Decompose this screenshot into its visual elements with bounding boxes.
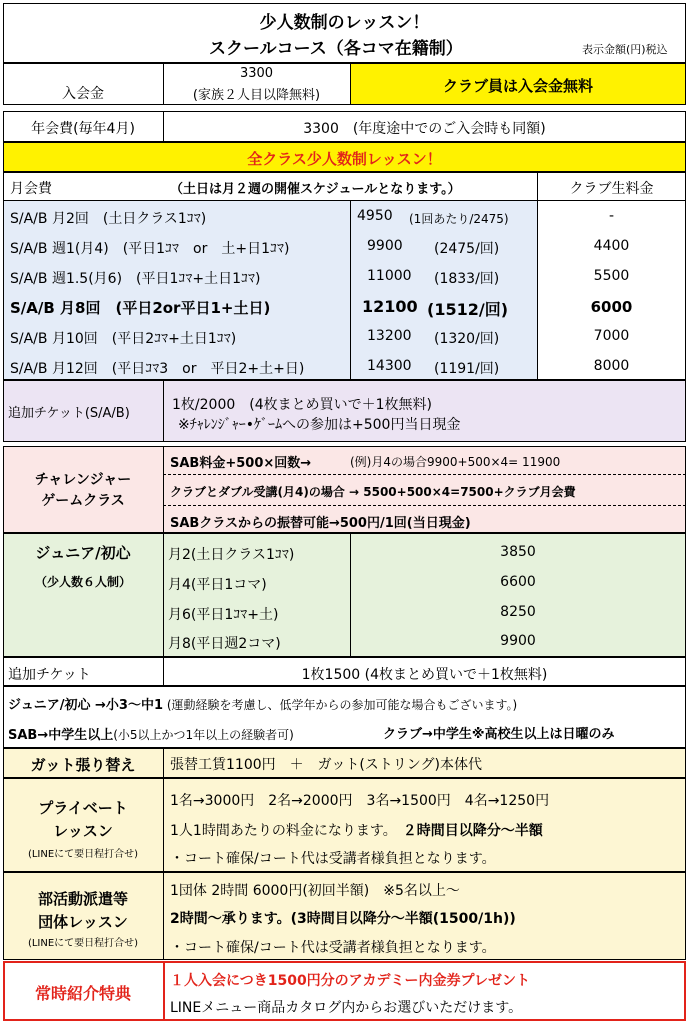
eligibility-junior-bold: ジュニア/初心 →小3〜中1 [8,698,163,713]
group-label-3: (LINEにて要日程打合せ) [27,938,139,949]
annual-fee-label: 年会費(毎年4月) [31,121,135,137]
group-line-3: ・コート確保/コート代は受講者様負担となります。 [170,940,496,956]
private-line-2a: 1人1時間あたりの料金になります。 [170,823,397,839]
private-label-1: プライベート [38,799,128,817]
monthly-row-club: 4400 [593,238,630,254]
monthly-row-plan: S/A/B 月2回 (土日クラス1ｺﾏ) [10,211,207,227]
monthly-row-per: (1833/回) [434,271,500,287]
monthly-row-price: 9900 [367,238,403,254]
club-fee-note: クラブ員は入会金無料 [442,77,593,95]
junior-row-price: 6600 [500,574,536,590]
junior-label-2: （少人数６人制） [34,575,131,589]
junior-label-1: ジュニア/初心 [35,544,131,562]
monthly-row-per: (1191/回) [434,361,500,377]
annual-fee-value: 3300 (年度途中でのご入会時も同額) [303,121,546,137]
junior-row-price: 9900 [500,633,536,649]
header-title-2: スクールコース（各コマ在籍制） [209,39,463,59]
referral-line-1: １人入会につき1500円分のアカデミー内金券プレゼント [170,973,530,989]
junior-row-plan: 月2(土日クラス1ｺﾏ) [168,547,295,563]
junior-row-plan: 月4(平日1コマ) [168,577,267,593]
club-price-header: クラブ生料金 [569,181,654,197]
junior-row-plan: 月8(平日週2コマ) [168,636,281,652]
challenger-line-1b: (例)月4の場合9900+500×4= 11900 [350,455,561,469]
private-line-2b: ２時間目以降分〜半額 [402,823,543,839]
monthly-row-price: 4950 [357,208,393,224]
junior-row-plan: 月6(平日1ｺﾏ+土) [168,607,279,623]
monthly-row-per: (1回あたり/2475) [409,212,509,226]
monthly-row-club: - [608,208,615,224]
eligibility-sab-note: (小5以上かつ1年以上の経験者可) [113,728,294,742]
monthly-row-per: (2475/回) [434,241,500,257]
monthly-row-per: (1320/回) [434,331,500,347]
challenger-line-1: SAB料金+500×回数→ [170,456,312,471]
monthly-row-club: 7000 [593,328,630,344]
monthly-row-price: 14300 [367,358,412,374]
private-line-3: ・コート確保/コート代は受講者様負担となります。 [170,851,496,867]
extra-ticket-sab-line2: ※ﾁｬﾚﾝｼﾞｬｰ•ｹﾞｰﾑへの参加は+500円当日現金 [178,417,461,433]
header-box [3,3,686,63]
monthly-row-per: (1512/回) [427,300,509,319]
monthly-row-price: 11000 [367,268,412,284]
extra-ticket-label: 追加チケット [8,667,91,683]
extra-ticket-value: 1枚1500 (4枚まとめ買いで＋1枚無料) [301,667,548,683]
monthly-schedule-note: （土日は月２週の開催スケジュールとなります。） [170,182,461,197]
eligibility-club: クラブ→中学生※高校生以上は日曜のみ [383,727,615,742]
monthly-label: 月会費 [10,181,52,197]
gut-label: ガット張り替え [30,756,136,774]
banner-text: 全クラス少人数制レッスン！ [247,150,442,168]
junior-row-price: 3850 [500,544,536,560]
eligibility-junior [8,694,517,713]
eligibility-sab [8,724,294,743]
referral-label: 常時紹介特典 [34,984,131,1003]
monthly-row-club: 8000 [593,358,630,374]
eligibility-sab-bold: SAB→中学生以上 [8,728,114,743]
challenger-label-2: ゲームクラス [41,493,125,509]
header-title-1: 少人数制のレッスン！ [259,13,430,33]
monthly-row-club: 5500 [593,268,630,284]
monthly-row-plan: S/A/B 月8回 (平日2or平日1+土日) [10,299,271,317]
tax-note: 表示金額(円)税込 [582,43,668,56]
group-line-1: 1団体 2時間 6000円(初回半額) ※5名以上〜 [170,883,460,899]
extra-ticket-sab-line1: 1枚/2000 (4枚まとめ買いで＋1枚無料) [172,397,432,413]
entry-fee-family-note: (家族２人目以降無料) [192,88,321,103]
monthly-row-plan: S/A/B 週1(月4) (平日1ｺﾏ or 土+日1ｺﾏ) [10,241,290,257]
monthly-row-club: 6000 [590,298,633,316]
private-label-2: レッスン [53,822,113,840]
private-line-1: 1名→3000円 2名→2000円 3名→1500円 4名→1250円 [170,793,550,809]
monthly-row-plan: S/A/B 週1.5(月6) (平日1ｺﾏ+土日1ｺﾏ) [10,271,261,287]
entry-fee-label: 入会金 [62,86,104,102]
private-line-2 [170,820,543,840]
group-label-1: 部活動派遣等 [37,890,128,908]
monthly-row-plan: S/A/B 月10回 (平日2ｺﾏ+土日1ｺﾏ) [10,331,237,347]
monthly-row-price: 13200 [367,328,412,344]
eligibility-junior-note: (運動経験を考慮し、低学年からの参加可能な場合もございます。) [163,698,518,712]
junior-row-price: 8250 [500,604,536,620]
group-label-2: 団体レッスン [38,913,128,931]
group-line-2: 2時間〜承ります。(3時間目以降分〜半額(1500/1h)) [170,911,516,927]
monthly-row-plan: S/A/B 月12回 (平日ｺﾏ3 or 平日2+土+日) [10,361,305,377]
entry-fee-amount: 3300 [239,66,274,81]
challenger-line-3: SABクラスからの振替可能→500円/1回(当日現金) [170,516,471,531]
private-label-3: (LINEにて要日程打合せ) [27,849,139,860]
gut-value: 張替工賃1100円 ＋ ガット(ストリング)本体代 [170,757,482,773]
extra-ticket-sab-label: 追加チケット(S/A/B) [8,406,130,421]
challenger-label-1: チャレンジャー [34,472,132,488]
monthly-row-price: 12100 [362,297,418,316]
challenger-line-2: クラブとダブル受講(月4)の場合 → 5500+500×4=7500+クラブ月会費 [170,485,576,499]
referral-line-2: LINEメニュー商品カタログ内からお選びいただけます。 [170,1000,523,1016]
